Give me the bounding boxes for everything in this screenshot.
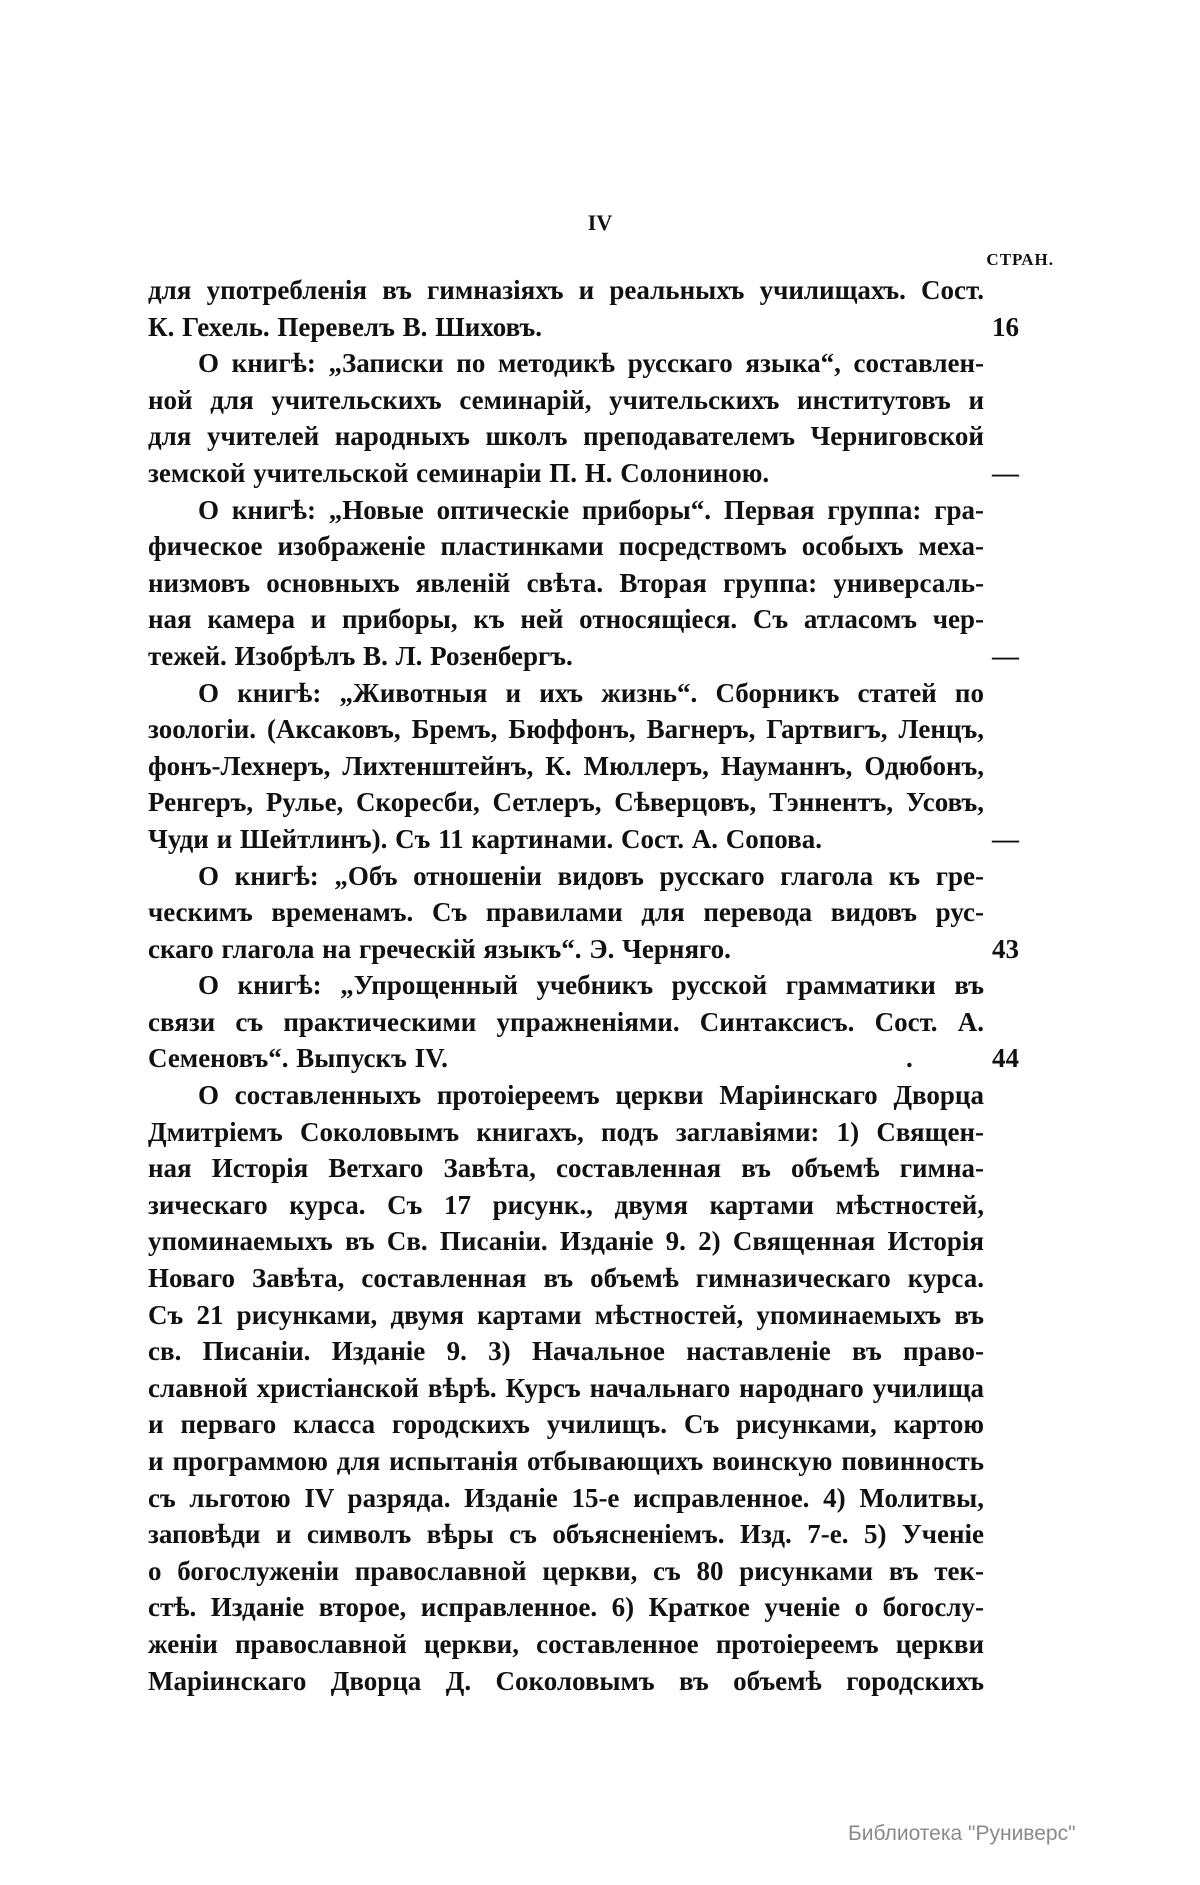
text-line: [148, 1443, 984, 1480]
text-line-content: женіи православной церкви, составленное протоіереемъ церкви: [148, 1628, 984, 1659]
text-line: [148, 1004, 984, 1041]
text-line: [148, 455, 1019, 492]
text-line-content: славной христіанской вѣрѣ. Курсъ начальнаго народнаго училища: [148, 1372, 984, 1403]
text-line: [148, 1406, 984, 1443]
text-line-content: низмовъ основныхъ явленій свѣта. Вторая группа: универсаль-: [148, 567, 984, 598]
library-watermark: Библиотека "Руниверс": [848, 1822, 1076, 1845]
text-line-content: для употребленія въ гимназіяхъ и реальныхъ училищахъ. Сост.: [148, 275, 984, 305]
text-line-content: ной для учительскихъ семинарій, учительскихъ институтовъ и: [148, 384, 984, 415]
text-line-content: К. Гехель. Перевелъ В. Шиховъ.: [148, 311, 542, 342]
text-line: [148, 345, 984, 382]
text-line-content: ная камера и приборы, къ ней относящіеся. Съ атласомъ чер-: [148, 604, 984, 635]
text-line-content: фонъ-Лехнеръ, Лихтенштейнъ, К. Мюллеръ, Науманнъ, Одюбонъ,: [148, 750, 984, 781]
text-line: [148, 1150, 984, 1187]
text-line-content: О книгѣ: „Животныя и ихъ жизнь“. Сборникъ статей по: [198, 677, 984, 708]
text-line-content: ная Исторія Ветхаго Завѣта, составленная въ объемѣ гимна-: [148, 1153, 984, 1184]
text-line-content: Чуди и Шейтлинъ). Съ 11 картинами. Сост. А. Сопова.: [148, 823, 822, 854]
contents-text-block: [148, 272, 1019, 1699]
text-line-content: Новаго Завѣта, составленная въ объемѣ гимназическаго курса.: [148, 1263, 984, 1294]
text-line: [148, 748, 984, 785]
text-line: [148, 1260, 984, 1297]
text-line-content: фическое изображеніе пластинками посредствомъ особыхъ меха-: [148, 531, 984, 562]
page-reference: 43: [992, 933, 1019, 964]
page-reference: —: [992, 457, 1019, 488]
text-line: [148, 967, 984, 1004]
page-reference: —: [992, 823, 1019, 854]
text-line-content: Семеновъ“. Выпускъ IV.: [148, 1043, 448, 1074]
text-line: [148, 1663, 984, 1700]
text-line: [148, 1223, 984, 1260]
text-line-content: для учителей народныхъ школъ преподавателемъ Черниговской: [148, 421, 984, 452]
text-line-content: зоологіи. (Аксаковъ, Бремъ, Бюффонъ, Вагнеръ, Гартвигъ, Ленцъ,: [148, 714, 984, 745]
text-line: [148, 1333, 984, 1370]
text-line-content: земской учительской семинаріи П. Н. Солониною.: [148, 457, 770, 488]
text-line-content: Съ 21 рисунками, двумя картами мѣстностей, упоминаемыхъ въ: [148, 1299, 984, 1330]
text-line: [148, 601, 984, 638]
text-line: [148, 784, 984, 821]
text-line-content: Дмитріемъ Соколовымъ книгахъ, подъ заглавіями: 1) Священ-: [148, 1116, 984, 1147]
text-line-content: ческимъ временамъ. Съ правилами для перевода видовъ рус-: [148, 897, 984, 928]
text-line: [148, 711, 984, 748]
text-line: [148, 1370, 984, 1407]
text-line: [148, 1114, 984, 1151]
text-line-content: и программою для испытанія отбывающихъ воинскую повинность: [148, 1446, 984, 1476]
page-reference: 44: [992, 1043, 1019, 1074]
leader-dot: .: [906, 1043, 913, 1074]
text-line: [148, 1040, 1019, 1077]
text-line-content: стѣ. Изданіе второе, исправленное. 6) Краткое ученіе о богослу-: [148, 1592, 984, 1623]
text-line: [148, 565, 984, 602]
text-line-content: съ льготою IV разряда. Изданіе 15-е исправленное. 4) Молитвы,: [148, 1482, 984, 1513]
page-reference: 16: [992, 311, 1019, 342]
text-line-content: св. Писаніи. Изданіе 9. 3) Начальное наставленіе въ право-: [148, 1336, 984, 1367]
text-line: [148, 309, 1019, 346]
text-line: [148, 821, 1019, 858]
text-line-content: тежей. Изобрѣлъ В. Л. Розенбергъ.: [148, 640, 573, 671]
page-column-header: СТРАН.: [986, 250, 1054, 269]
text-line-content: О книгѣ: „Объ отношеніи видовъ русскаго глагола къ гре-: [198, 860, 984, 891]
text-line: [148, 528, 984, 565]
text-line: [148, 272, 984, 309]
text-line: [148, 858, 984, 895]
text-line-content: зическаго курса. Съ 17 рисунк., двумя картами мѣстностей,: [148, 1189, 984, 1220]
text-line-content: О книгѣ: „Упрощенный учебникъ русской грамматики въ: [198, 970, 984, 1001]
text-line: [148, 675, 984, 712]
text-line-content: О книгѣ: „Записки по методикѣ русскаго языка“, составлен-: [198, 348, 984, 379]
text-line-content: Ренгеръ, Рулье, Скоресби, Сетлеръ, Сѣверцовъ, Тэннентъ, Усовъ,: [148, 787, 984, 818]
text-line: [148, 382, 984, 419]
text-line-content: скаго глагола на греческій языкъ“. Э. Черняго.: [148, 933, 731, 964]
text-line: [148, 1187, 984, 1224]
page-folio-number: IV: [587, 210, 613, 235]
text-line: [148, 638, 1019, 675]
text-line: [148, 931, 1019, 968]
text-line: [148, 1297, 984, 1334]
text-line-content: заповѣди и символъ вѣры съ объясненіемъ. Изд. 7-е. 5) Ученіе: [148, 1519, 984, 1550]
text-line: [148, 1480, 984, 1517]
text-line-content: о богослуженіи православной церкви, съ 80 рисунками въ тек-: [148, 1555, 984, 1586]
text-line-content: упоминаемыхъ въ Св. Писаніи. Изданіе 9. 2) Священная Исторія: [148, 1226, 984, 1257]
text-line: [148, 492, 984, 529]
text-line-content: О книгѣ: „Новые оптическіе приборы“. Первая группа: гра-: [198, 494, 984, 525]
text-line: [148, 1626, 984, 1663]
text-line-content: и перваго класса городскихъ училищъ. Съ рисунками, картою: [148, 1409, 984, 1440]
text-line-content: связи съ практическими упражненіями. Синтаксисъ. Сост. А.: [148, 1006, 984, 1037]
text-line: [148, 1589, 984, 1626]
text-line: [148, 1516, 984, 1553]
text-line-content: Маріинскаго Дворца Д. Соколовымъ въ объемѣ городскихъ: [148, 1665, 984, 1696]
text-line: [148, 1077, 984, 1114]
text-line-content: О составленныхъ протоіереемъ церкви Маріинскаго Дворца: [198, 1080, 984, 1111]
page-reference: —: [992, 640, 1019, 671]
text-line: [148, 1553, 984, 1590]
text-line: [148, 894, 984, 931]
text-line: [148, 418, 984, 455]
